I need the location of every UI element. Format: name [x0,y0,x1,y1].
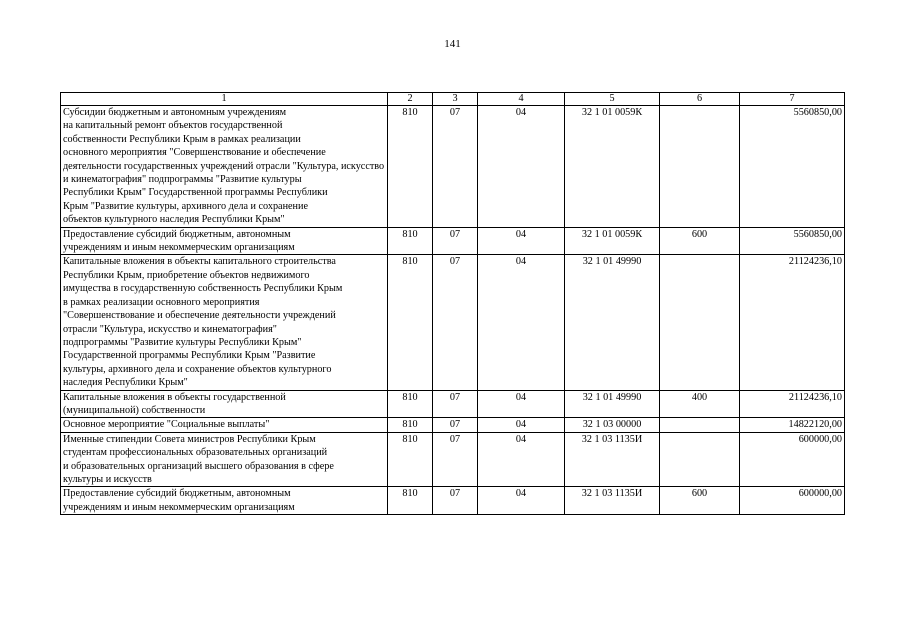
section-code: 07 [433,227,478,255]
row-description: Субсидии бюджетным и автономным учреждениям на капитальный ремонт объектов государственной собственности Республики Крым в рамках реализации основного мероприятия "Совершенствование и обеспечение деятельности государственных учреждений отрасли "Культура, искусство и кинематография" подпрограммы "Развитие культуры Республики Крым" Государственной программы Республики Крым "Развитие культуры, архивного дела и сохранение объектов культурного наследия Республики Крым" [61,106,388,228]
budget-table [60,92,845,515]
target-article-code: 32 1 03 00000 [565,418,660,432]
target-article-code: 32 1 01 49990 [565,390,660,418]
subsection-code: 04 [478,432,565,487]
row-description: Капитальные вложения в объекты государственной (муниципальной) собственности [61,390,388,418]
expense-type-code [660,418,740,432]
table-row [61,487,845,515]
section-code: 07 [433,255,478,390]
target-article-code: 32 1 01 49990 [565,255,660,390]
target-article-code: 32 1 03 1135И [565,487,660,515]
expense-type-code: 600 [660,227,740,255]
amount: 21124236,10 [740,255,845,390]
section-code: 07 [433,487,478,515]
ministry-code: 810 [388,227,433,255]
row-description: Капитальные вложения в объекты капитального строительства Республики Крым, приобретение объектов недвижимого имущества в государственную собственность Республики Крым в рамках реализации основного мероприятия "Совершенствование и обеспечение деятельности учреждений отрасли "Культура, искусство и кинематография" подпрограммы "Развитие культуры Республики Крым" Государственной программы Республики Крым "Развитие культуры, архивного дела и сохранение объектов культурного наследия Республики Крым" [61,255,388,390]
amount: 5560850,00 [740,227,845,255]
row-description: Основное мероприятие "Социальные выплаты" [61,418,388,432]
amount: 600000,00 [740,487,845,515]
page-number: 141 [444,38,461,50]
target-article-code: 32 1 01 0059К [565,227,660,255]
section-code: 07 [433,418,478,432]
table-row [61,432,845,487]
column-header: 5 [565,93,660,106]
table-row [61,390,845,418]
table-row [61,106,845,228]
amount: 5560850,00 [740,106,845,228]
row-description: Предоставление субсидий бюджетным, автономным учреждениям и иным некоммерческим организациям [61,227,388,255]
ministry-code: 810 [388,106,433,228]
column-header: 3 [433,93,478,106]
amount: 600000,00 [740,432,845,487]
column-header: 7 [740,93,845,106]
expense-type-code: 600 [660,487,740,515]
expense-type-code [660,255,740,390]
amount: 14822120,00 [740,418,845,432]
row-description: Именные стипендии Совета министров Республики Крым студентам профессиональных образовательных организаций и образовательных организаций высшего образования в сфере культуры и искусств [61,432,388,487]
expense-type-code [660,106,740,228]
ministry-code: 810 [388,390,433,418]
section-code: 07 [433,390,478,418]
subsection-code: 04 [478,487,565,515]
column-header: 4 [478,93,565,106]
section-code: 07 [433,106,478,228]
ministry-code: 810 [388,432,433,487]
table-row [61,418,845,432]
target-article-code: 32 1 03 1135И [565,432,660,487]
subsection-code: 04 [478,227,565,255]
column-header: 1 [61,93,388,106]
column-header: 6 [660,93,740,106]
ministry-code: 810 [388,255,433,390]
target-article-code: 32 1 01 0059К [565,106,660,228]
section-code: 07 [433,432,478,487]
expense-type-code [660,432,740,487]
row-description: Предоставление субсидий бюджетным, автономным учреждениям и иным некоммерческим организациям [61,487,388,515]
column-header: 2 [388,93,433,106]
subsection-code: 04 [478,106,565,228]
table-row [61,255,845,390]
subsection-code: 04 [478,255,565,390]
subsection-code: 04 [478,418,565,432]
table-header-row [61,93,845,106]
ministry-code: 810 [388,418,433,432]
subsection-code: 04 [478,390,565,418]
table-row [61,227,845,255]
expense-type-code: 400 [660,390,740,418]
ministry-code: 810 [388,487,433,515]
amount: 21124236,10 [740,390,845,418]
